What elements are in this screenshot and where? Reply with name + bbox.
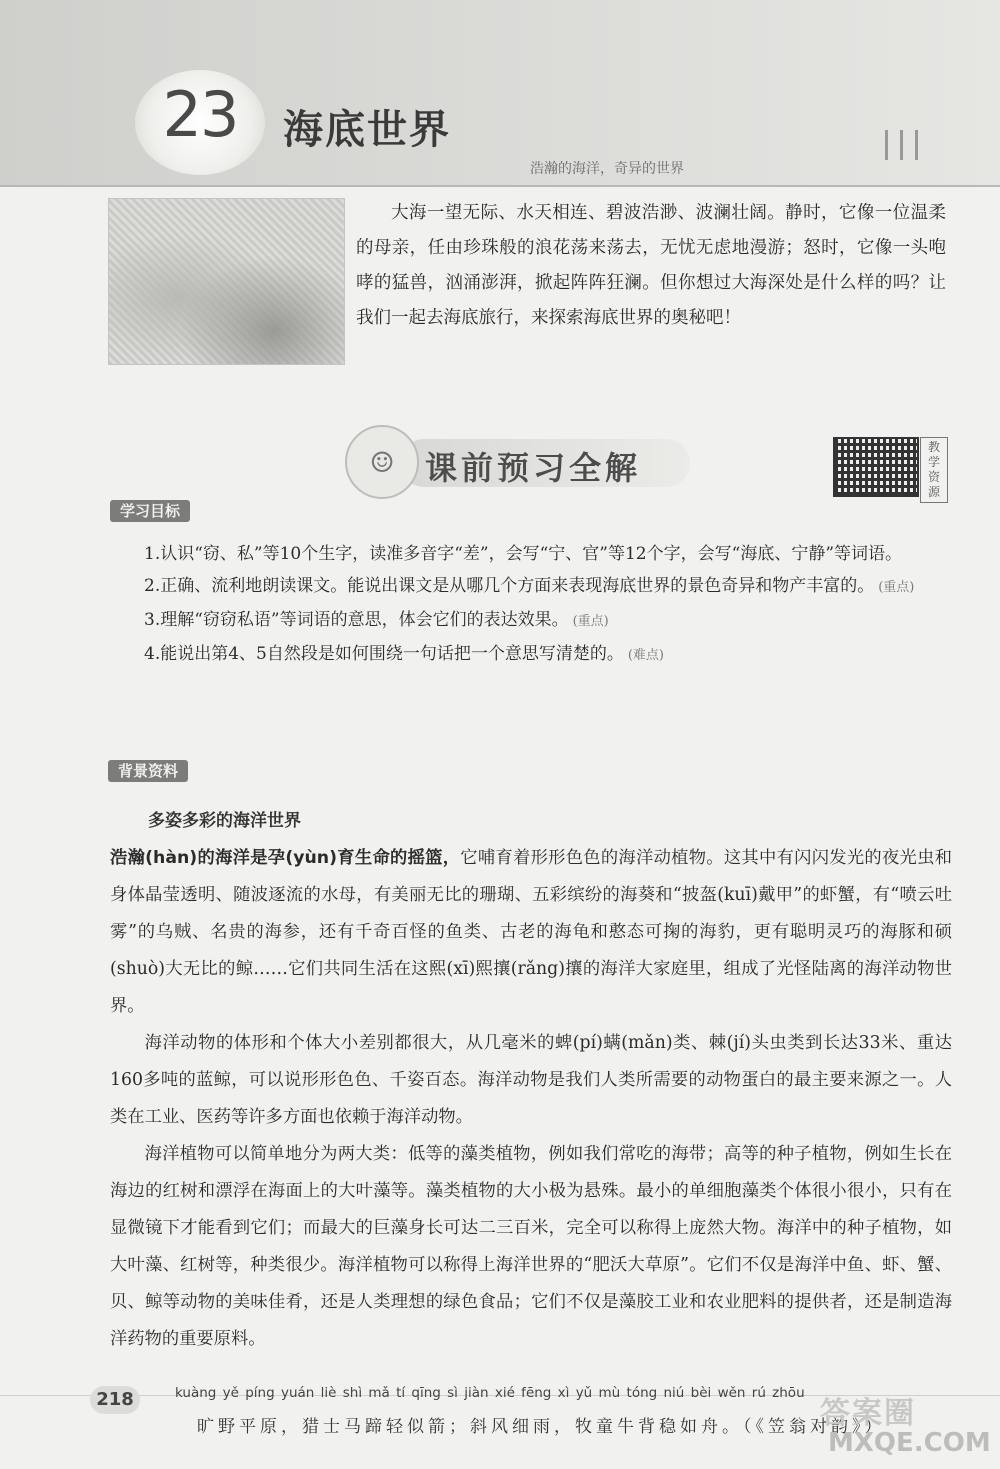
- qr-code-icon[interactable]: [833, 437, 919, 497]
- preview-banner: [345, 425, 695, 495]
- mascot-icon: ☺: [345, 425, 419, 499]
- goal-item: 4.能说出第4、5自然段是如何围绕一句话把一个意思写清楚的。 (难点): [144, 644, 665, 664]
- lesson-subtitle: 浩瀚的海洋，奇异的世界: [530, 161, 684, 177]
- intro-paragraph: 大海一望无际、水天相连、碧波浩渺、波澜壮阔。静时，它像一位温柔的母亲，任由珍珠般的浪花荡来荡去，无忧无虑地漫游；怒时，它像一头咆哮的猛兽，汹涌澎湃，掀起阵阵狂澜。但你想过大海深处是什么样的吗？让我们一起去海底旅行，来探索海底世界的奥秘吧！: [356, 203, 946, 328]
- watermark-url: MXQE.COM: [828, 1428, 991, 1458]
- preview-banner-title: 课前预习全解: [425, 449, 642, 487]
- background-body: [110, 840, 952, 1358]
- goal-note: (重点): [878, 580, 915, 595]
- goal-note: (难点): [627, 648, 665, 663]
- footer-pinyin: kuàng yě píng yuán liè shì mǎ tí qīng sì jiàn xié fēng xì yǔ mù tóng niú bèi wěn rú zhōu: [175, 1385, 805, 1401]
- background-paragraph: 海洋植物可以简单地分为两大类：低等的藻类植物，例如我们常吃的海带；高等的种子植物，例如生长在海边的红树和漂浮在海面上的大叶藻等。藻类植物的大小极为悬殊。最小的单细胞藻类个体很小很小，只有在显微镜下才能看到它们；而最大的巨藻身长可达二三百米，完全可以称得上庞然大物。海洋中的种子植物，如大叶藻、红树等，种类很少。海洋植物可以称得上海洋世界的“肥沃大草原”。它们不仅是海洋中鱼、虾、蟹、贝、鲸等动物的美味佳肴，还是人类理想的绿色食品；它们不仅是藻胶工业和农业肥料的提供者，还是制造海洋药物的重要原料。: [110, 1144, 952, 1349]
- background-lead: 浩瀚(hàn)的海洋是孕(yùn)育生命的摇篮，: [110, 848, 461, 868]
- seabed-illustration: [108, 198, 345, 365]
- learning-goals-list: [110, 538, 950, 672]
- goal-item: 3.理解“窃窃私语”等词语的意思，体会它们的表达效果。 (重点): [144, 610, 609, 630]
- decorative-bars: [885, 130, 930, 164]
- background-title: 多姿多彩的海洋世界: [148, 811, 301, 831]
- goal-item: 1.认识“窃、私”等10个生字，读准多音字“差”，会写“宁、官”等12个字，会写“海底、宁静”等词语。: [144, 544, 903, 564]
- learning-goals-tag: 学习目标: [110, 500, 190, 522]
- goal-item: 2.正确、流利地朗读课文。能说出课文是从哪几个方面来表现海底世界的景色奇异和物产丰富的。 (重点): [144, 576, 915, 596]
- background-paragraph: 浩瀚(hàn)的海洋是孕(yùn)育生命的摇篮，它哺育着形形色色的海洋动植物。这其中有闪闪发光的夜光虫和身体晶莹透明、随波逐流的水母，有美丽无比的珊瑚、五彩缤纷的海葵和“披盔(kuī)戴甲”的虾蟹，有“喷云吐雾”的乌贼、名贵的海参，还有千奇百怪的鱼类、古老的海龟和憨态可掬的海豹，更有聪明灵巧的海豚和硕(shuò)大无比的鲸……它们共同生活在这熙(xī)熙攘(rǎng)攘的海洋大家庭里，组成了光怪陆离的海洋动物世界。: [110, 848, 952, 1016]
- footer-couplet: 旷野平原，猎士马蹄轻似箭；斜风细雨，牧童牛背稳如舟。（《笠翁对韵》）: [197, 1417, 886, 1437]
- lesson-number: 23: [162, 78, 238, 151]
- lesson-title: 海底世界: [283, 107, 451, 153]
- background-info-tag: 背景资料: [108, 760, 188, 782]
- goal-note: (重点): [572, 614, 609, 629]
- page-number: 218: [90, 1386, 140, 1414]
- watermark-logo: 答案圈: [820, 1396, 916, 1431]
- qr-code-label: 教学资源: [920, 437, 948, 503]
- background-paragraph: 海洋动物的体形和个体大小差别都很大，从几毫米的蜱(pí)螨(mǎn)类、棘(jí)头虫类到长达33米、重达160多吨的蓝鲸，可以说形形色色、千姿百态。海洋动物是我们人类所需要的动物蛋白的最主要来源之一。人类在工业、医药等许多方面也依赖于海洋动物。: [110, 1033, 952, 1127]
